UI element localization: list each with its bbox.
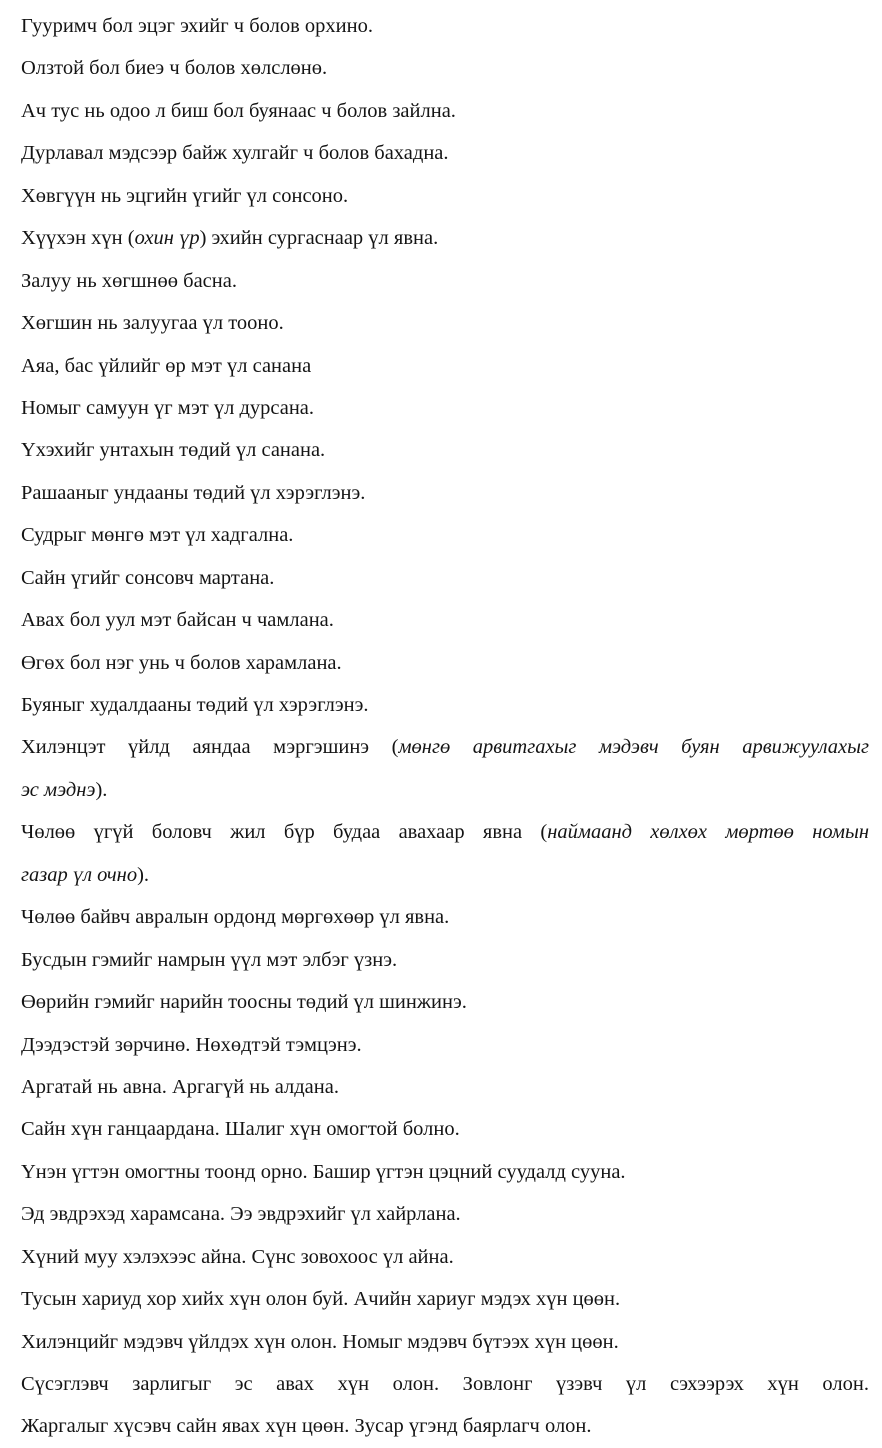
text-line: Бусдын гэмийг намрын үүл мэт элбэг үзнэ. [21, 948, 398, 971]
text-line: Ач тус нь одоо л биш бол буянаас ч болов зайлна. [21, 99, 456, 122]
document-body [21, 5, 869, 1448]
text-line: Залуу нь хөгшнөө басна. [21, 269, 237, 292]
text-line: Өөрийн гэмийг нарийн тоосны төдий үл шинжинэ. [21, 991, 467, 1014]
text-segment: ). [95, 778, 108, 801]
text-line [21, 217, 869, 259]
text-line [21, 726, 869, 768]
text-segment: Хилэнцэт үйлд аяндаа мэргэшинэ ( [21, 736, 399, 759]
text-line: Сайн хүн ганцаардана. Шалиг хүн омогтой болно. [21, 1118, 460, 1141]
text-line: Хөгшин нь залуугаа үл тооно. [21, 312, 284, 335]
text-line [21, 854, 869, 896]
text-segment: Хүүхэн хүн ( [21, 227, 135, 250]
text-line: Үнэн үгтэн омогтны тоонд орно. Башир үгтэн цэцний суудалд сууна. [21, 1160, 626, 1183]
text-line: Тусын хариуд хор хийх хүн олон буй. Ачийн хариуг мэдэх хүн цөөн. [21, 1288, 621, 1311]
text-line: Авах бол уул мэт байсан ч чамлана. [21, 609, 334, 632]
text-line: Номыг самуун үг мэт үл дурсана. [21, 396, 315, 419]
text-line: Сайн үгийг сонсовч мартана. [21, 566, 275, 589]
text-line: Өгөх бол нэг унь ч болов харамлана. [21, 651, 342, 674]
text-line: Дурлавал мэдсээр байж хулгайг ч болов бахадна. [21, 142, 449, 165]
text-line: Хилэнцийг мэдэвч үйлдэх хүн олон. Номыг мэдэвч бүтээх хүн цөөн. [21, 1330, 619, 1353]
text-line: Сүсэглэвч зарлигыг эс авах хүн олон. Зовлонг үзэвч үл сэхээрэх хүн олон. [21, 1373, 869, 1395]
text-line: Хөвгүүн нь эцгийн үгийг үл сонсоно. [21, 184, 349, 207]
text-line: Гууримч бол эцэг эхийг ч болов орхино. [21, 15, 373, 37]
text-line: Хүний муу хэлэхээс айна. Сүнс зовохоос үл айна. [21, 1245, 454, 1268]
text-line: Аргатай нь авна. Аргагүй нь алдана. [21, 1075, 339, 1098]
italic-gloss: эс мэднэ [21, 778, 96, 801]
text-line: Олзтой бол биеэ ч болов хөлслөнө. [21, 57, 328, 80]
italic-gloss: охин үр [134, 227, 200, 250]
text-line: Жаргалыг хүсэвч сайн явах хүн цөөн. Зусар үгэнд баярлагч олон. [21, 1415, 592, 1438]
text-line: Дээдэстэй зөрчинө. Нөхөдтэй тэмцэнэ. [21, 1033, 362, 1056]
italic-gloss: мөнгө арвитгахыг мэдэвч буян арвижуулахыг [398, 736, 869, 759]
text-segment: ). [137, 863, 150, 886]
text-line: Чөлөө байвч авралын ордонд мөргөхөөр үл явна. [21, 906, 450, 929]
text-segment: Чөлөө үгүй боловч жил бүр будаа авахаар явна ( [21, 821, 548, 844]
text-line: Судрыг мөнгө мэт үл хадгална. [21, 524, 294, 547]
text-line [21, 811, 869, 853]
text-line: Үхэхийг унтахын төдий үл санана. [21, 439, 326, 462]
text-segment: ) эхийн сургаснаар үл явна. [199, 227, 439, 250]
italic-gloss: наймаанд хөлхөх мөртөө номын [547, 821, 869, 844]
italic-gloss: газар үл очно [21, 863, 138, 886]
text-line: Аяа, бас үйлийг өр мэт үл санана [21, 354, 312, 377]
text-line [21, 769, 869, 811]
text-line: Рашааныг ундааны төдий үл хэрэглэнэ. [21, 481, 366, 504]
text-line: Буяныг худалдааны төдий үл хэрэглэнэ. [21, 694, 369, 716]
text-line: Эд эвдрэхэд харамсана. Ээ эвдрэхийг үл хайрлана. [21, 1203, 461, 1226]
